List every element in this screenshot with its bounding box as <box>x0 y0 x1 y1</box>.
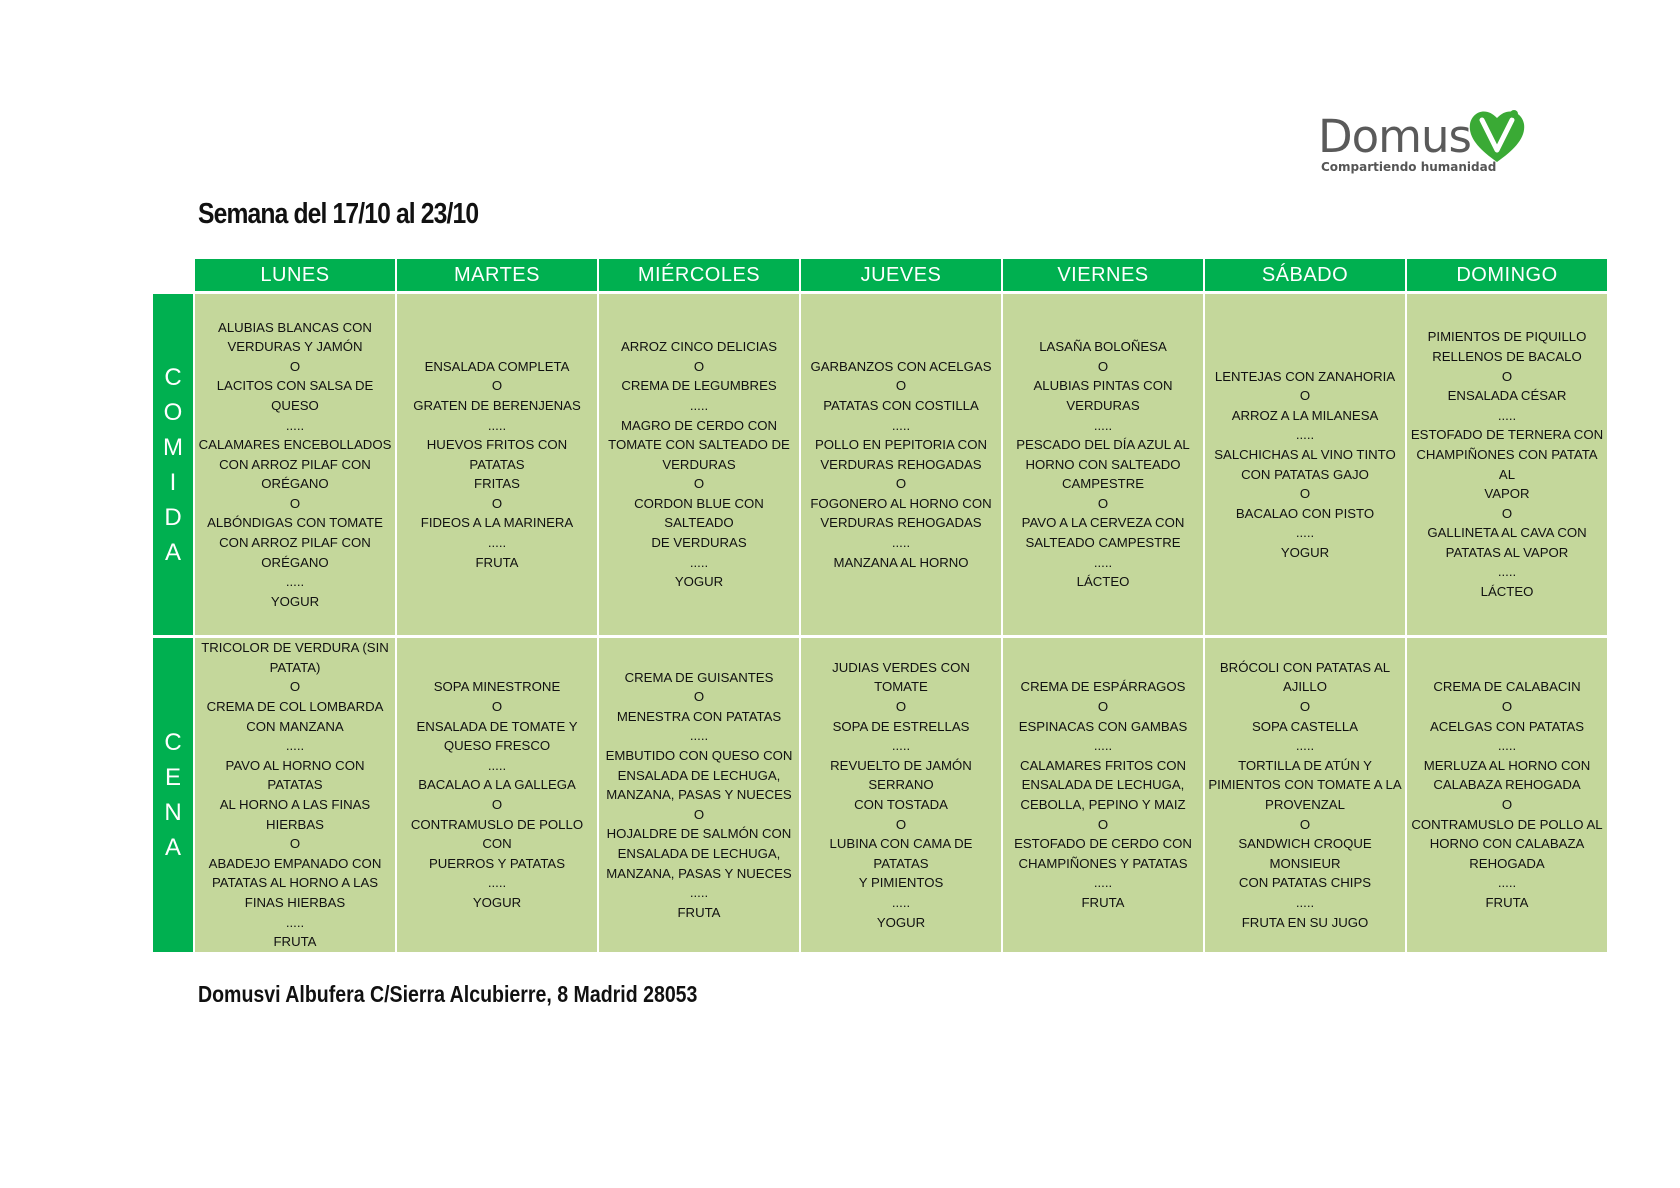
dish-line: YOGUR <box>270 593 320 609</box>
dish-line: HUEVOS FRITOS CON PATATAS FRITAS <box>426 437 568 492</box>
dish-line: ..... <box>1497 564 1517 580</box>
dish-line: ARROZ A LA MILANESA <box>1231 407 1379 423</box>
dish-line: ..... <box>487 417 507 433</box>
dish-line: PAVO A LA CERVEZA CON SALTEADO CAMPESTRE <box>1021 515 1185 551</box>
table-corner <box>153 259 193 291</box>
dish-line: ..... <box>891 417 911 433</box>
week-title: Semana del 17/10 al 23/10 <box>198 198 479 230</box>
dish-line: CREMA DE ESPÁRRAGOS <box>1020 679 1186 695</box>
dish-line: PAVO AL HORNO CON PATATAS AL HORNO A LAS FINAS HIERBAS <box>219 757 371 832</box>
dish-line: O <box>491 699 503 715</box>
meal-label-letter: D <box>164 503 182 531</box>
dish-line: ENSALADA CÉSAR <box>1447 388 1567 404</box>
dish-line: ..... <box>1093 875 1113 891</box>
dish-line: GARBANZOS CON ACELGAS <box>810 358 992 374</box>
dish-line: ..... <box>689 728 709 744</box>
dish-line: CREMA DE GUISANTES <box>624 669 774 685</box>
dish-line: ABADEJO EMPANADO CON PATATAS AL HORNO A LAS FINAS HIERBAS <box>208 855 382 910</box>
day-header: DOMINGO <box>1405 259 1607 291</box>
dish-line: PIMIENTOS DE PIQUILLO RELLENOS DE BACALO <box>1427 329 1587 364</box>
dish-line: O <box>491 378 503 394</box>
dish-line: O <box>693 358 705 374</box>
dish-line: ..... <box>689 554 709 570</box>
dish-line: FRUTA <box>475 554 519 570</box>
dish-line: O <box>895 378 907 394</box>
domusvi-logo <box>1318 106 1548 176</box>
dish-line: BRÓCOLI CON PATATAS AL AJILLO <box>1219 659 1391 695</box>
dish-line: O <box>289 836 301 852</box>
dish-line: SOPA CASTELLA <box>1251 718 1359 734</box>
dish-line: CREMA DE CALABACIN <box>1433 679 1581 695</box>
dish-line: MENESTRA CON PATATAS <box>616 708 782 724</box>
dish-line: YOGUR <box>674 574 724 590</box>
dish-line: O <box>289 495 301 511</box>
dish-line: FRUTA EN SU JUGO <box>1241 914 1369 930</box>
dish-line: ENSALADA DE TOMATE Y QUESO FRESCO <box>416 718 578 754</box>
dish-line: ..... <box>1093 738 1113 754</box>
dish-line: TRICOLOR DE VERDURA (SIN PATATA) <box>201 640 389 675</box>
dish-line: ..... <box>285 738 305 754</box>
dish-line: ..... <box>1497 738 1517 754</box>
dish-line: ESPINACAS CON GAMBAS <box>1018 718 1188 734</box>
dish-line: ..... <box>1093 417 1113 433</box>
dish-line: FRUTA <box>1081 894 1125 910</box>
menu-cell <box>395 291 597 635</box>
dish-line: ..... <box>891 738 911 754</box>
dish-line: ALUBIAS BLANCAS CON VERDURAS Y JAMÓN <box>218 319 372 355</box>
dish-line: FRUTA <box>677 904 721 920</box>
dish-line: O <box>693 689 705 705</box>
dish-line: ACELGAS CON PATATAS <box>1429 718 1585 734</box>
dish-line: LUBINA CON CAMA DE PATATAS Y PIMIENTOS <box>829 836 973 891</box>
meal-label-letter: I <box>169 468 177 496</box>
dish-line: CONTRAMUSLO DE POLLO CON PUERROS Y PATATAS <box>410 816 584 871</box>
dish-line: ENSALADA COMPLETA <box>424 358 570 374</box>
dish-line: POLLO EN PEPITORIA CON VERDURAS REHOGADAS <box>815 437 987 472</box>
dish-line: LENTEJAS CON ZANAHORIA <box>1214 368 1396 384</box>
dish-line: MANZANA AL HORNO <box>833 554 969 570</box>
menu-cell <box>1001 291 1203 635</box>
dish-line: LASAÑA BOLOÑESA <box>1039 339 1167 355</box>
logo-tagline: Compartiendo humanidad <box>1321 160 1497 174</box>
dish-line: CREMA DE COL LOMBARDA CON MANZANA <box>206 699 384 734</box>
dish-line: ..... <box>285 574 305 590</box>
menu-cell <box>193 291 395 635</box>
menu-cell <box>1001 635 1203 952</box>
dish-line: CALAMARES ENCEBOLLADOS CON ARROZ PILAF CON ORÉGANO <box>198 437 392 492</box>
dish-line: O <box>895 816 907 832</box>
dish-line: O <box>1299 699 1311 715</box>
meal-label-letter: A <box>164 834 181 861</box>
footer-address: Domusvi Albufera C/Sierra Alcubierre, 8 Madrid 28053 <box>198 981 698 1007</box>
dish-line: ..... <box>891 894 911 910</box>
dish-line: CORDON BLUE CON SALTEADO DE VERDURAS <box>634 495 764 551</box>
weekly-menu-table <box>153 259 1607 952</box>
day-header: VIERNES <box>1001 259 1203 291</box>
heart-logo-icon <box>1466 106 1528 164</box>
dish-line: O <box>693 806 705 822</box>
dish-line: ALBÓNDIGAS CON TOMATE CON ARROZ PILAF CON ORÉGANO <box>207 515 383 570</box>
dish-line: ..... <box>1093 554 1113 570</box>
dish-line: LÁCTEO <box>1076 574 1130 590</box>
dish-line: ARROZ CINCO DELICIAS <box>620 339 778 355</box>
dish-line: PESCADO DEL DÍA AZUL AL HORNO CON SALTEADO CAMPESTRE <box>1016 437 1190 492</box>
dish-line: O <box>1097 495 1109 511</box>
dish-line: SALCHICHAS AL VINO TINTO CON PATATAS GAJO <box>1214 446 1396 482</box>
dish-line: ..... <box>1497 407 1517 423</box>
dish-line: YOGUR <box>876 914 926 930</box>
dish-line: GRATEN DE BERENJENAS <box>413 397 581 413</box>
dish-line: ..... <box>1497 875 1517 891</box>
dish-line: ALUBIAS PINTAS CON VERDURAS <box>1033 378 1173 413</box>
dish-line: MERLUZA AL HORNO CON CALABAZA REHOGADA <box>1423 757 1591 793</box>
dish-line: SOPA DE ESTRELLAS <box>832 718 970 734</box>
dish-line: ..... <box>1295 427 1315 443</box>
dish-line: O <box>1501 368 1513 384</box>
dish-line: O <box>895 476 907 492</box>
dish-line: FRUTA <box>1485 894 1529 910</box>
dish-line: O <box>1501 505 1513 521</box>
menu-cell <box>799 635 1001 952</box>
meal-label-letter: N <box>164 799 182 826</box>
logo-wordmark: Domus <box>1318 110 1471 163</box>
dish-line: O <box>1097 816 1109 832</box>
day-header: MIÉRCOLES <box>597 259 799 291</box>
dish-line: PATATAS CON COSTILLA <box>823 397 979 413</box>
dish-line: O <box>1501 797 1513 812</box>
meal-label-letter: C <box>164 363 182 391</box>
dish-line: ..... <box>1295 894 1315 910</box>
dish-line: FIDEOS A LA MARINERA <box>420 515 574 531</box>
dish-line: CONTRAMUSLO DE POLLO AL HORNO CON CALABAZA REHOGADA <box>1411 816 1603 871</box>
dish-line: SOPA MINESTRONE <box>433 679 561 695</box>
meal-label-letter: M <box>163 433 183 461</box>
dish-line: BACALAO CON PISTO <box>1235 505 1375 521</box>
dish-line: CREMA DE LEGUMBRES <box>621 378 777 394</box>
dish-line: FRUTA <box>273 934 317 950</box>
dish-line: BACALAO A LA GALLEGA <box>418 777 576 793</box>
dish-line: LACITOS CON SALSA DE QUESO <box>216 378 374 413</box>
dish-line: LÁCTEO <box>1480 584 1534 600</box>
dish-line: MAGRO DE CERDO CON TOMATE CON SALTEADO DE VERDURAS <box>608 417 790 472</box>
dish-line: GALLINETA AL CAVA CON PATATAS AL VAPOR <box>1427 525 1587 560</box>
dish-line: ..... <box>891 535 911 551</box>
dish-line: CALAMARES FRITOS CON ENSALADA DE LECHUGA, CEBOLLA, PEPINO Y MAIZ <box>1019 757 1187 812</box>
meal-label <box>153 635 193 952</box>
dish-line: EMBUTIDO CON QUESO CON ENSALADA DE LECHUGA, MANZANA, PASAS Y NUECES <box>605 748 793 803</box>
menu-cell <box>597 291 799 635</box>
dish-line: YOGUR <box>1280 544 1330 560</box>
dish-line: ..... <box>689 885 709 901</box>
menu-cell <box>1405 291 1607 635</box>
meal-label-letter: C <box>164 729 182 756</box>
meal-label-letter: O <box>163 398 183 426</box>
dish-line: O <box>1299 486 1311 502</box>
meal-label <box>153 291 193 635</box>
dish-line: ..... <box>1295 738 1315 754</box>
menu-cell <box>395 635 597 952</box>
dish-line: O <box>895 699 907 715</box>
dish-line: ..... <box>285 417 305 433</box>
dish-line: SANDWICH CROQUE MONSIEUR CON PATATAS CHIPS <box>1238 836 1372 891</box>
dish-line: FOGONERO AL HORNO CON VERDURAS REHOGADAS <box>810 495 992 531</box>
menu-cell <box>1405 635 1607 952</box>
dish-line: ESTOFADO DE CERDO CON CHAMPIÑONES Y PATATAS <box>1014 836 1192 871</box>
dish-line: ..... <box>487 757 507 773</box>
dish-line: O <box>693 476 705 492</box>
dish-line: O <box>1299 388 1311 404</box>
dish-line: ..... <box>487 535 507 551</box>
menu-cell <box>1203 635 1405 952</box>
dish-line: ..... <box>689 397 709 413</box>
meal-label-letter: E <box>164 764 181 791</box>
menu-cell <box>597 635 799 952</box>
dish-line: O <box>1299 816 1311 832</box>
dish-line: ..... <box>285 914 305 930</box>
dish-line: O <box>1097 699 1109 715</box>
day-header: LUNES <box>193 259 395 291</box>
menu-cell <box>193 635 395 952</box>
dish-line: JUDIAS VERDES CON TOMATE <box>832 659 970 695</box>
day-header: SÁBADO <box>1203 259 1405 291</box>
dish-line: O <box>289 358 301 374</box>
menu-cell <box>799 291 1001 635</box>
menu-cell <box>1203 291 1405 635</box>
dish-line: HOJALDRE DE SALMÓN CON ENSALADA DE LECHUGA, MANZANA, PASAS Y NUECES <box>606 826 792 881</box>
dish-line: TORTILLA DE ATÚN Y PIMIENTOS CON TOMATE A LA PROVENZAL <box>1208 757 1402 812</box>
day-header: JUEVES <box>799 259 1001 291</box>
dish-line: ..... <box>1295 525 1315 541</box>
dish-line: YOGUR <box>472 894 522 910</box>
dish-line: O <box>1501 699 1513 715</box>
dish-line: REVUELTO DE JAMÓN SERRANO CON TOSTADA <box>830 757 972 812</box>
dish-line: O <box>1097 358 1109 374</box>
meal-label-letter: A <box>164 538 181 566</box>
dish-line: O <box>491 495 503 511</box>
dish-line: O <box>289 679 301 695</box>
day-header: MARTES <box>395 259 597 291</box>
dish-line: ESTOFADO DE TERNERA CON CHAMPIÑONES CON PATATA AL VAPOR <box>1410 427 1604 502</box>
dish-line: ..... <box>487 875 507 891</box>
dish-line: O <box>491 797 503 812</box>
